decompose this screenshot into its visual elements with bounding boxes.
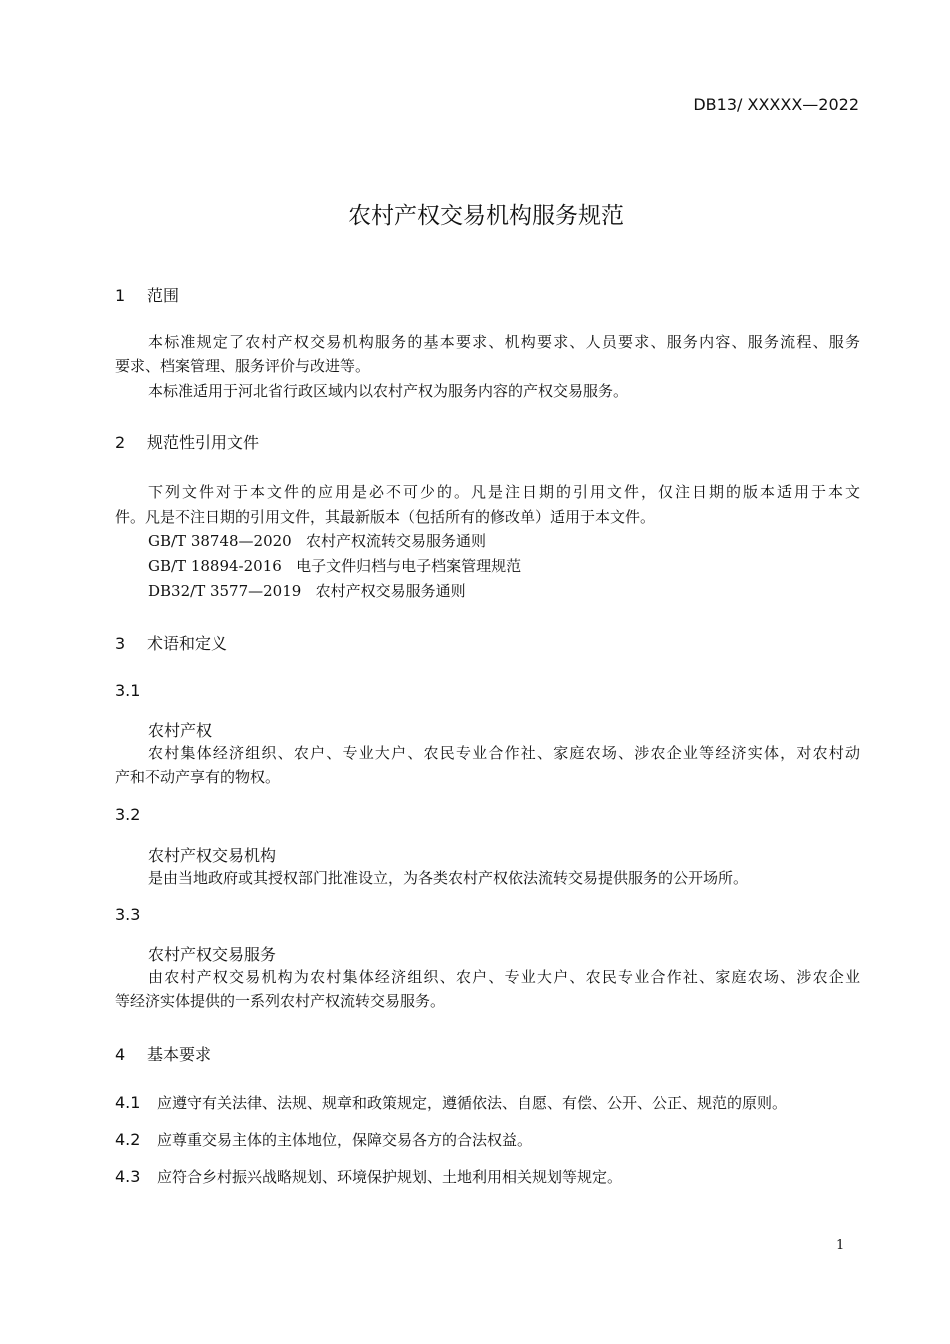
section-2-heading: 2 规范性引用文件 [115, 433, 260, 452]
term-definition: 是由当地政府或其授权部门批准设立，为各类农村产权依法流转交易提供服务的公开场所。 [148, 869, 749, 887]
paragraph: 本标准适用于河北省行政区域内以农村产权为服务内容的产权交易服务。 [148, 382, 629, 400]
paragraph-line: 下列文件对于本文件的应用是必不可少的。凡是注日期的引用文件，仅注日期的版本适用于本文 [148, 483, 860, 501]
requirement-item: 4.2 应尊重交易主体的主体地位，保障交易各方的合法权益。 [115, 1130, 533, 1149]
term-name: 农村产权交易服务 [148, 945, 277, 964]
section-3-heading: 3 术语和定义 [115, 634, 228, 653]
term-number: 3.1 [115, 681, 141, 700]
reference-item: GB/T 18894-2016 电子文件归档与电子档案管理规范 [148, 557, 522, 575]
paragraph-line: 本标准规定了农村产权交易机构服务的基本要求、机构要求、人员要求、服务内容、服务流程、服务 [148, 333, 860, 351]
requirement-item: 4.3 应符合乡村振兴战略规划、环境保护规划、土地利用相关规划等规定。 [115, 1167, 623, 1186]
document-code: DB13/ XXXXX—2022 [693, 95, 859, 114]
page-title: 农村产权交易机构服务规范 [348, 203, 624, 229]
requirement-item: 4.1 应遵守有关法律、法规、规章和政策规定，遵循依法、自愿、有偿、公开、公正、规范的原则。 [115, 1093, 788, 1112]
page-number: 1 [836, 1238, 845, 1253]
section-4-heading: 4 基本要求 [115, 1045, 212, 1064]
term-definition: 由农村产权交易机构为农村集体经济组织、农户、专业大户、农民专业合作社、家庭农场、涉农企业 [148, 968, 860, 986]
term-definition: 农村集体经济组织、农户、专业大户、农民专业合作社、家庭农场、涉农企业等经济实体，对农村动 [148, 744, 860, 762]
term-number: 3.2 [115, 805, 141, 824]
term-number: 3.3 [115, 905, 141, 924]
reference-item: GB/T 38748—2020 农村产权流转交易服务通则 [148, 532, 487, 550]
term-definition: 等经济实体提供的一系列农村产权流转交易服务。 [115, 992, 446, 1010]
paragraph-line: 要求、档案管理、服务评价与改进等。 [115, 357, 371, 375]
term-name: 农村产权交易机构 [148, 846, 277, 865]
section-1-heading: 1 范围 [115, 286, 180, 305]
term-definition: 产和不动产享有的物权。 [115, 768, 281, 786]
paragraph-line: 件。凡是不注日期的引用文件，其最新版本（包括所有的修改单）适用于本文件。 [115, 508, 656, 526]
term-name: 农村产权 [148, 721, 213, 740]
reference-item: DB32/T 3577—2019 农村产权交易服务通则 [148, 582, 466, 600]
